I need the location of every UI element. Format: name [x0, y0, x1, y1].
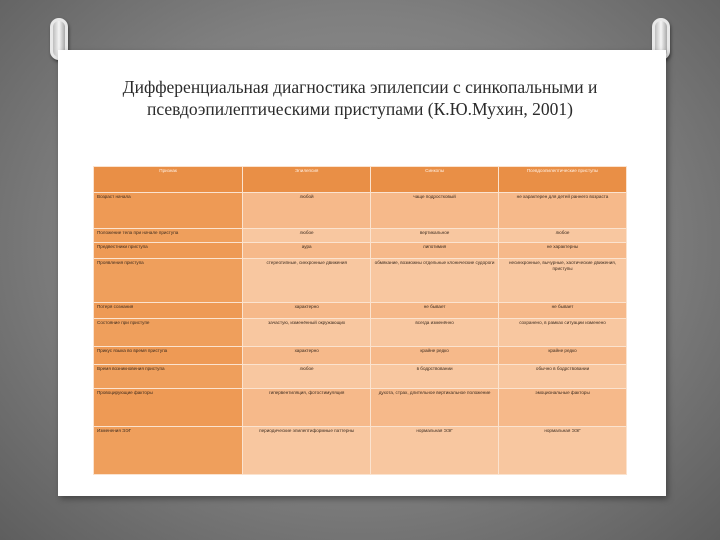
- table-cell: любое: [243, 365, 371, 389]
- table-cell: стереотипные, синхронные движения: [243, 259, 371, 303]
- table-cell: эмоциональные факторы: [499, 389, 627, 427]
- table-cell: не бывает: [499, 303, 627, 319]
- table-cell: любое: [499, 229, 627, 243]
- table-cell: Положение тела при начале приступа: [94, 229, 243, 243]
- table-cell: несинхронные, вычурные, хаотические движения, приступы: [499, 259, 627, 303]
- table-cell: сохранено, в рамках ситуации изменено: [499, 319, 627, 347]
- table-row: [94, 193, 627, 229]
- table-row: [94, 347, 627, 365]
- slide-title-line-1: Дифференциальная диагностика эпилепсии с синкопальными и: [122, 77, 598, 97]
- table-cell: характерно: [243, 347, 371, 365]
- table-cell: не бывает: [371, 303, 499, 319]
- table-row: [94, 389, 627, 427]
- table-cell: Изменения ЭЭГ: [94, 427, 243, 475]
- table-cell: крайне редко: [499, 347, 627, 365]
- table-cell: нормальная ЭЭГ: [371, 427, 499, 475]
- table-cell: характерно: [243, 303, 371, 319]
- table-cell: чаще подростковый: [371, 193, 499, 229]
- table-row: [94, 229, 627, 243]
- table-cell: вертикальное: [371, 229, 499, 243]
- table-cell: духота, страх, длительное вертикальное положение: [371, 389, 499, 427]
- table-cell: любое: [243, 229, 371, 243]
- table-header-cell: Псевдоэпилептические приступы: [499, 167, 627, 193]
- table-row: [94, 303, 627, 319]
- table-cell: Потеря сознания: [94, 303, 243, 319]
- table-row: [94, 259, 627, 303]
- table-cell: липотимия: [371, 243, 499, 259]
- table-cell: Состояние при приступе: [94, 319, 243, 347]
- table-cell: крайне редко: [371, 347, 499, 365]
- table-cell: Проявления приступа: [94, 259, 243, 303]
- diagnosis-table: [93, 166, 627, 474]
- table-cell: не характерен для детей раннего возраста: [499, 193, 627, 229]
- table-header-row: [94, 167, 627, 193]
- table-row: [94, 319, 627, 347]
- table-cell: в бодрствовании: [371, 365, 499, 389]
- slide-title-line-2: псевдоэпилептическими приступами (К.Ю.Мухин, 2001): [147, 99, 573, 119]
- table-cell: Провоцирующие факторы: [94, 389, 243, 427]
- table-cell: Время возникновения приступа: [94, 365, 243, 389]
- table-cell: Прикус языка во время приступа: [94, 347, 243, 365]
- slide-title: [60, 76, 660, 120]
- table-cell: Возраст начала: [94, 193, 243, 229]
- table-cell: зачастую, изменённый окружающих: [243, 319, 371, 347]
- table-row: [94, 427, 627, 475]
- table-header-cell: Эпилепсия: [243, 167, 371, 193]
- table-header-cell: Синкопы: [371, 167, 499, 193]
- table-cell: обычно в бодрствовании: [499, 365, 627, 389]
- table-cell: периодические эпилептиформные паттерны: [243, 427, 371, 475]
- table-row: [94, 243, 627, 259]
- table-row: [94, 365, 627, 389]
- table-cell: нормальная ЭЭГ: [499, 427, 627, 475]
- table-cell: Предвестники приступа: [94, 243, 243, 259]
- table-cell: всегда изменённо: [371, 319, 499, 347]
- table-cell: обмякание, возможны отдельные клонические судороги: [371, 259, 499, 303]
- table-cell: гипервентиляция, фотостимуляция: [243, 389, 371, 427]
- table-cell: любой: [243, 193, 371, 229]
- table-cell: не характерны: [499, 243, 627, 259]
- table-header-cell: Признак: [94, 167, 243, 193]
- table-cell: аура: [243, 243, 371, 259]
